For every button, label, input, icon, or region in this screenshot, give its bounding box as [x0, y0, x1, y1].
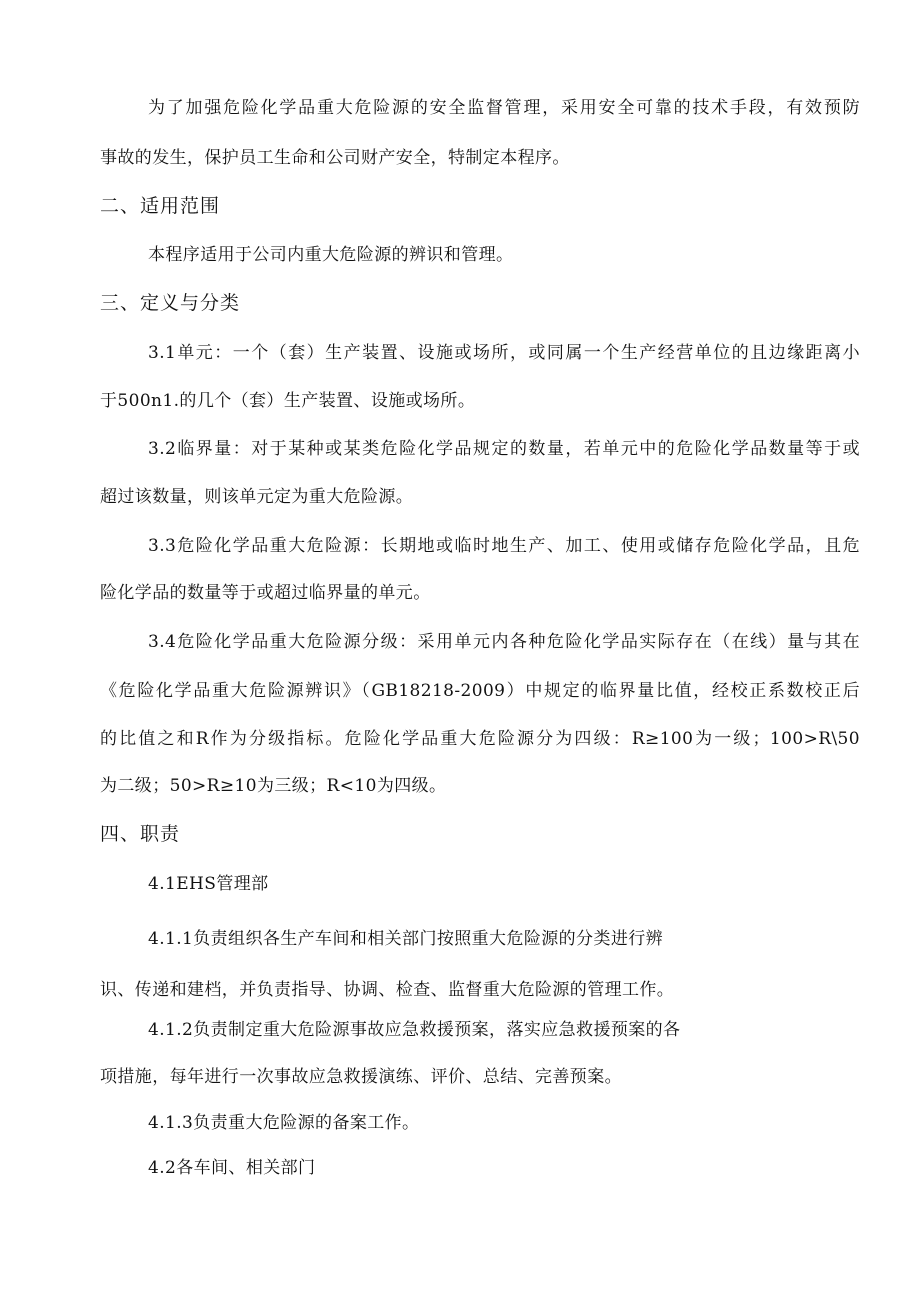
- resp-4-1-1-line-2: 识、传递和建档，并负责指导、协调、检查、监督重大危险源的管理工作。: [100, 980, 675, 1000]
- intro-line-1: 为了加强危险化学品重大危险源的安全监督管理，采用安全可靠的技术手段，有效预防: [148, 98, 860, 118]
- def-3-4-line-3: 的比值之和R作为分级指标。危险化学品重大危险源分为四级：R≥100为一级；100>R\50: [100, 729, 860, 749]
- scope-text: 本程序适用于公司内重大危险源的辨识和管理。: [148, 245, 514, 265]
- def-3-4-line-2: 《危险化学品重大危险源辨识》（GB18218-2009）中规定的临界量比值，经校正系数校正后: [100, 681, 860, 701]
- resp-4-1: 4.1EHS管理部: [148, 874, 269, 894]
- resp-4-1-3: 4.1.3负责重大危险源的备案工作。: [148, 1113, 420, 1133]
- section-heading-definitions: 三、定义与分类: [100, 292, 241, 314]
- def-3-2-line-1: 3.2临界量：对于某种或某类危险化学品规定的数量，若单元中的危险化学品数量等于或: [148, 439, 860, 459]
- def-3-3-line-2: 险化学品的数量等于或超过临界量的单元。: [100, 583, 431, 603]
- section-heading-scope: 二、适用范围: [100, 195, 221, 217]
- section-heading-responsibilities: 四、职责: [100, 823, 181, 845]
- intro-line-2: 事故的发生，保护员工生命和公司财产安全，特制定本程序。: [100, 148, 570, 168]
- def-3-3-line-1: 3.3危险化学品重大危险源：长期地或临时地生产、加工、使用或储存危险化学品，且危: [148, 536, 860, 556]
- resp-4-2: 4.2各车间、相关部门: [148, 1158, 316, 1178]
- def-3-1-line-1: 3.1单元：一个（套）生产装置、设施或场所，或同属一个生产经营单位的且边缘距离小: [148, 343, 860, 363]
- resp-4-1-2-line-1: 4.1.2负责制定重大危险源事故应急救援预案，落实应急救援预案的各: [148, 1020, 681, 1040]
- resp-4-1-1-line-1: 4.1.1负责组织各生产车间和相关部门按照重大危险源的分类进行辨: [148, 929, 664, 949]
- def-3-4-line-1: 3.4危险化学品重大危险源分级：采用单元内各种危险化学品实际存在（在线）量与其在: [148, 632, 860, 652]
- def-3-2-line-2: 超过该数量，则该单元定为重大危险源。: [100, 487, 414, 507]
- resp-4-1-2-line-2: 项措施，每年进行一次事故应急救援演练、评价、总结、完善预案。: [100, 1067, 622, 1087]
- def-3-4-line-4: 为二级；50>R≥10为三级；R<10为四级。: [100, 776, 447, 796]
- def-3-1-line-2: 于500n1.的几个（套）生产装置、设施或场所。: [100, 391, 476, 411]
